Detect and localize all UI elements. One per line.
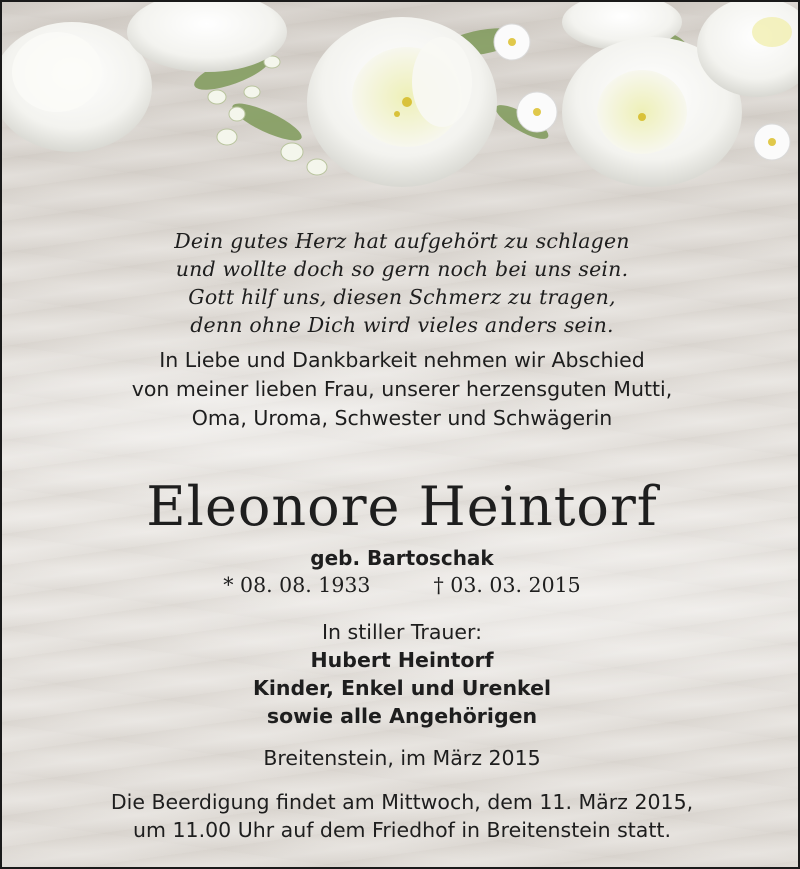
mourner-line-1: Hubert Heintorf	[310, 648, 494, 672]
mourners-heading: In stiller Trauer:	[322, 620, 482, 644]
death-date: † 03. 03. 2015	[433, 573, 581, 597]
verse-line-1: Dein gutes Herz hat aufgehört zu schlagen	[174, 229, 630, 253]
mourner-line-3: sowie alle Angehörigen	[266, 704, 538, 728]
verse-line-2: und wollte doch so gern noch bei uns sein.	[175, 257, 629, 281]
life-dates	[2, 572, 800, 598]
intro-line-1: In Liebe und Dankbarkeit nehmen wir Abschied	[159, 348, 645, 372]
deceased-name: Eleonore Heintorf	[146, 475, 658, 538]
funeral-line-2: um 11.00 Uhr auf dem Friedhof in Breitenstein statt.	[133, 818, 671, 842]
mourner-line-2: Kinder, Enkel und Urenkel	[252, 676, 552, 700]
white-tulips-image	[2, 2, 800, 202]
verse-line-3: Gott hilf uns, diesen Schmerz zu tragen,	[188, 285, 616, 309]
intro-line-2: von meiner lieben Frau, unserer herzensguten Mutti,	[131, 377, 673, 401]
intro-line-3: Oma, Uroma, Schwester und Schwägerin	[191, 406, 613, 430]
maiden-name: geb. Bartoschak	[310, 546, 494, 570]
verse-line-4: denn ohne Dich wird vieles anders sein.	[190, 313, 614, 337]
funeral-line-1: Die Beerdigung findet am Mittwoch, dem 11. März 2015,	[110, 790, 694, 814]
place-date: Breitenstein, im März 2015	[263, 746, 541, 770]
birth-date: * 08. 08. 1933	[223, 573, 371, 597]
